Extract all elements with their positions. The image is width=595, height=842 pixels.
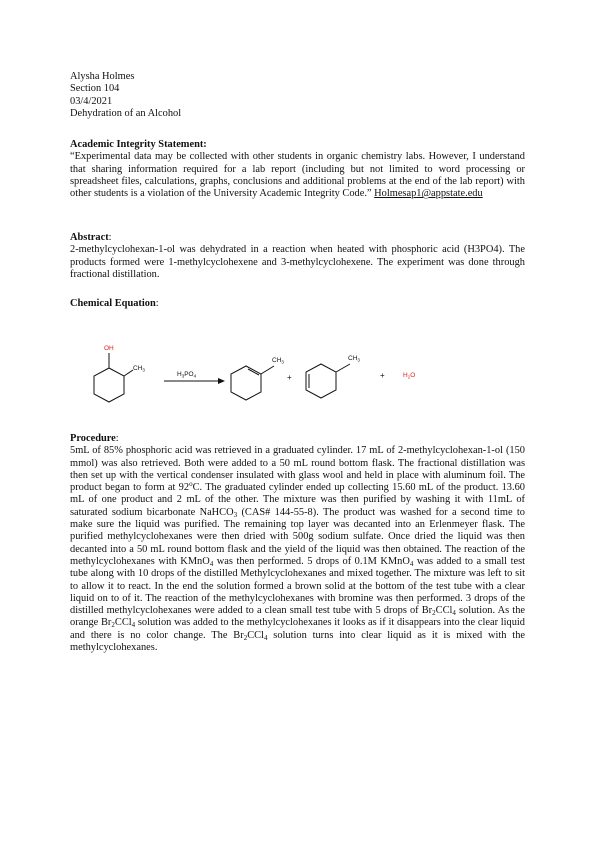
chemical-equation-diagram [80, 338, 440, 418]
equation-heading: Chemical Equation [70, 298, 156, 309]
author-name: Alysha Holmes [70, 71, 135, 82]
reagent-label: $H_3PO_4$ [177, 371, 197, 379]
cyclohexane-ring [94, 368, 124, 402]
product2-ch3-label: $CH_3$ [348, 355, 360, 363]
section-number: Section 104 [70, 83, 120, 95]
equation-heading-line: Chemical Equation: [70, 298, 159, 309]
plus-sign-2: + [380, 371, 385, 380]
report-date: 03/4/2021 [70, 95, 113, 107]
abstract-heading-line: Abstract: [70, 232, 112, 243]
report-title: Dehydration of an Alcohol [70, 107, 182, 119]
product1-ch3-label: $CH_3$ [272, 357, 284, 365]
reactant-ch3-label: $CH_3$ [133, 365, 145, 373]
integrity-heading: Academic Integrity Statement: [70, 139, 207, 150]
water-label: $H_2O$ [403, 372, 416, 380]
integrity-text [70, 151, 525, 200]
procedure-heading-line: Procedure: [70, 433, 119, 444]
integrity-statement: “Experimental data may be collected with other students in organic chemistry labs. However, I understand that sharing information required for a lab report (including but not limited to word processing or spreadsheet files, calculations, graphs, conclusions and additional problems at the end of the lab report) with other students is a violation of the University Academic Integrity Code.” [70, 151, 525, 200]
abstract-section [70, 232, 525, 281]
procedure-heading: Procedure [70, 433, 116, 444]
author-email-link[interactable]: Holmesap1@appstate.edu [374, 188, 483, 200]
plus-sign-1: + [287, 373, 292, 382]
integrity-section [70, 139, 525, 200]
product1-ring [231, 366, 261, 400]
header-block [70, 71, 525, 120]
abstract-heading: Abstract [70, 232, 109, 243]
oh-label: OH [104, 345, 114, 352]
abstract-text: 2-methylcyclohexan-1-ol was dehydrated in a reaction when heated with phosphoric acid (H3PO4). The products formed were 1-methylcyclohexene and 3-methylcyclohexene. The experiment was done through fractional distillation. [70, 244, 525, 280]
procedure-text: 5mL of 85% phosphoric acid was retrieved in a graduated cylinder. 17 mL of 2-methylcyclohexan-1-ol (150 mmol) was also retrieved. Both were added to a 50 mL round bottom flask. The fractional distillation was then set up with the vertical condenser insulated with glass wool and held in place with aluminum foil. The product began to form at 92$^o$C. The graduated cylinder ended up collecting 15.60 mL of the product. 13.60 mL of one product and 2 mL of the other. The mixture was then purified by washing it with 11mL of saturated sodium bicarbonate NaHCO$_3$ (CAS# 144-55-8). The product was washed for a second time to make sure the liquid was purified. The remaining top layer was decanted into an Erlenmeyer flask. The purified methylcyclohexanes were then dried with 500g sodium sulfate. Once dried the liquid was then decanted into a 50 mL round bottom flask and the yield of the liquid was then obtained. The reaction of the methylcyclohexanes with KMnO$_4$ was then performed. 5 drops of 0.1M KMnO$_4$ was added to a small test tube along with 10 drops of the distilled Methylcyclohexanes and mixed together. The mixture was left to sit to allow it to react. In the end the solution formed a brown solid at the bottom of the test tube with a clear liquid on to of it. The reaction of the methylcyclohexanes with bromine was then performed. 3 drops of the distilled methylcyclohexanes were added to a clean small test tube with 5 drops of $Br_2CCl_4$ solution. As the orange $Br_2CCl_4$ solution was added to the methylcyclohexanes it looks as if it disappears into the clear liquid and there is no color change. The $Br_2CCl_4$ solution turns into clear liquid as it is mixed with the methylcyclohexanes. [70, 445, 526, 654]
procedure-section [70, 433, 525, 654]
product2-ring [306, 364, 336, 398]
arrow-head [218, 378, 225, 384]
